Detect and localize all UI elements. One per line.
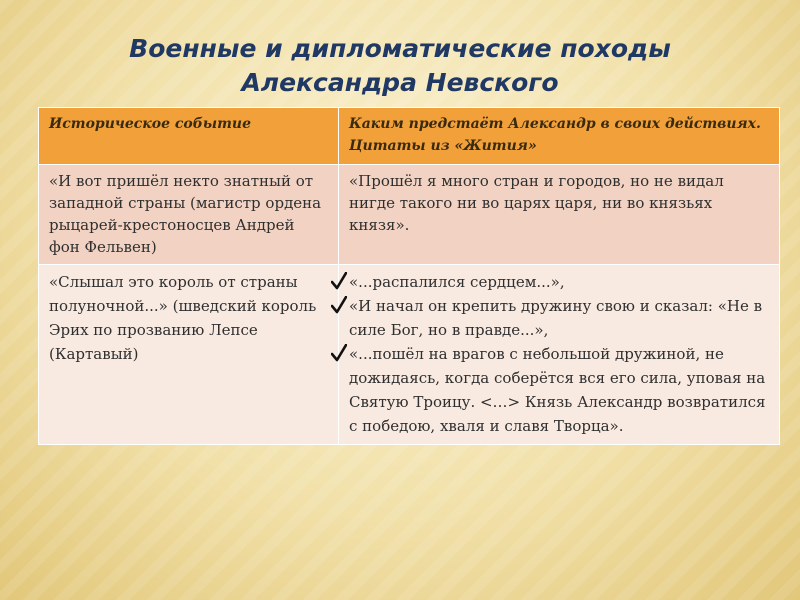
- slide-title-line-2: Александра Невского: [241, 68, 559, 97]
- events-table: [38, 107, 780, 445]
- event-cell: «И вот пришёл некто знатный от западной страны (магистр ордена рыцарей-крестоносцев Андрей фон Фельвен): [39, 165, 339, 265]
- slide-title-line-1: Военные и дипломатические походы: [129, 34, 671, 63]
- event-cell: «Слышал это король от страны полуночной...» (шведский король Эрих по прозванию Лепсе (Картавый): [39, 265, 339, 445]
- slide-title: [0, 32, 800, 100]
- check-icon: [331, 296, 347, 314]
- quote-line-text: «...пошёл на врагов с небольшой дружиной, не дожидаясь, когда соберётся вся его сила, уповая на Святую Троицу. <…> Князь Александр возвратился с победою, хваля и славя Творца».: [349, 345, 766, 435]
- quote-line: [349, 294, 769, 342]
- quote-line: [349, 342, 769, 438]
- check-icon: [331, 272, 347, 290]
- table-row: [39, 165, 780, 265]
- quote-line-text: «...распалился сердцем...»,: [349, 273, 565, 291]
- check-icon: [331, 344, 347, 362]
- quote-line-text: «И начал он крепить дружину свою и сказал: «Не в силе Бог, но в правде...»,: [349, 297, 763, 339]
- quote-cell: «Прошёл я много стран и городов, но не видал нигде такого ни во царях царя, ни во князьях князя».: [339, 165, 780, 265]
- table-header-row: [39, 108, 780, 165]
- table-row: [39, 265, 780, 445]
- header-quotes: Каким предстаёт Александр в своих действиях. Цитаты из «Жития»: [339, 108, 780, 165]
- quote-cell: [339, 265, 780, 445]
- quote-line: [349, 270, 769, 294]
- header-historical-event: Историческое событие: [39, 108, 339, 165]
